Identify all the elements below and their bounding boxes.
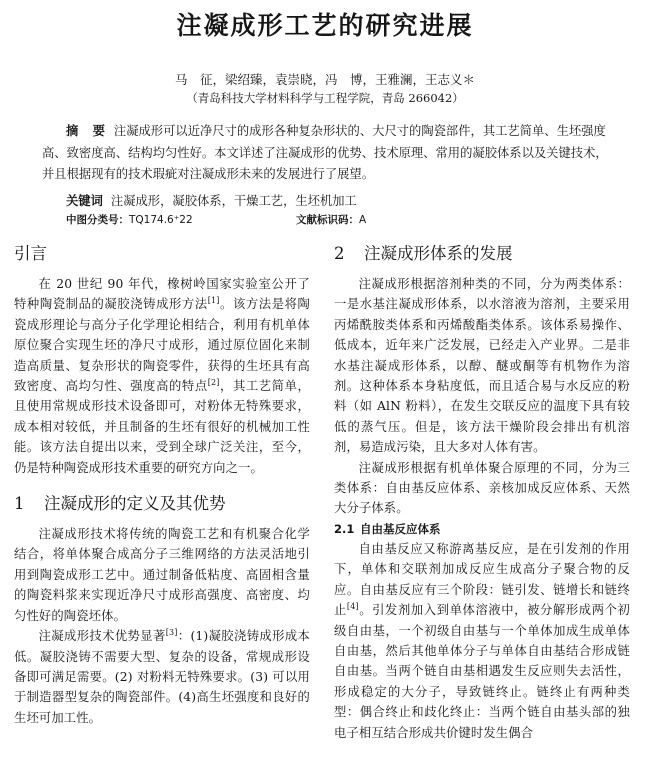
doc-code-label: 文献标识码：: [296, 214, 359, 226]
abstract-text: 注凝成形可以近净尺寸的成形各种复杂形状的、大尺寸的陶瓷部件，其工艺简单、生坯强度高、致密度高、结构均匀性好。本文详述了注凝成形的优势、技术原理、常用的凝胶体系以及关键技术，并且根据现有的技术瑕疵对注凝成形未来的发展进行了展望。: [42, 124, 608, 181]
section-title: 注凝成形体系的发展: [364, 244, 513, 263]
intro-paragraph: [14, 274, 310, 478]
page-title: 注凝成形工艺的研究进展: [176, 11, 474, 40]
subsection-title: 自由基反应体系: [360, 521, 441, 536]
section-2-paragraph-1: 注凝成形根据溶剂种类的不同，分为两类体系：一是水基注凝成形体系，以水溶液为溶剂，主要采用丙烯酰胺类体系和丙烯酸酯类体系。该体系易操作、低成本，近年来广泛发展，已经走入产业界。二是非水基注凝成形体系，以醇、醚或酮等有机物作为溶剂。这种体系本身粘度低，而且适合易与水反应的粉料（如 AlN 粉料），在发生交联反应的温度下具有较低的蒸气压。但是，该方法干燥阶段会排出有机溶剂，易造成污染，且大多对人体有害。: [334, 277, 630, 455]
citation: [3]: [165, 628, 178, 637]
classification-label: 中图分类号：: [66, 214, 129, 226]
citation: [2]: [207, 377, 220, 387]
intro-heading: 引言: [14, 244, 47, 263]
section-1-paragraph-2: [14, 626, 310, 728]
section-number: 2: [334, 244, 345, 263]
keywords: [66, 191, 606, 209]
abstract-label: 摘 要: [66, 124, 106, 138]
classification-value: TQ174.6⁺22: [129, 214, 193, 226]
sec2-1-text-2: 。引发剂加入到单体溶液中，被分解形成两个初级自由基，一个初级自由基与一个单体加成生成单体自由基，然后其他单体分子与单体自由基结合形成链自由基。当两个链自由基相遇发生反应则失去活性，形成稳定的大分子，导致链终止。链终止有两种类型：偶合终止和歧化终止：当两个链自由基头部的独电子相互结合形成共价键时发生偶合: [334, 603, 630, 740]
section-2-heading: [334, 242, 630, 266]
section-1-paragraph-1: 注凝成形技术将传统的陶瓷工艺和有机聚合化学结合，将单体聚合成高分子三维网络的方法灵活地引用到陶瓷成形工艺中。通过制备低粘度、高固相含量的陶瓷料浆来实现近净尺寸成形高强度、高密度、均匀性好的陶瓷坯体。: [14, 527, 310, 623]
section-2-1-heading: [334, 519, 630, 539]
document-code: [296, 212, 366, 227]
section-2-paragraph-2: 注凝成形根据有机单体聚合原理的不同，分为三类体系：自由基反应体系、亲核加成反应体系、天然大分子体系。: [334, 460, 630, 516]
section-2-1-paragraph: [334, 539, 630, 743]
classification-number: [66, 212, 193, 227]
keywords-text: 注凝成形，凝胶体系，干燥工艺，生坯机加工: [110, 194, 357, 208]
right-column: [334, 242, 630, 743]
intro-text-1: 在 20 世纪 90 年代，橡树岭国家实验室公开了特种陶瓷制品的凝胶浇铸成形方法: [14, 277, 310, 312]
intro-text-2: 。该方法是将陶瓷成形理论与高分子化学理论相结合，利用有机单体原位聚合实现生坯的净尺寸成形，通过原位固化来制造高质量、复杂形状的陶瓷零件，获得的生坯具有高致密度、高均匀性、强度高的特点: [14, 297, 310, 394]
affiliation: （青岛科技大学材料科学与工程学院，青岛 266042）: [186, 91, 464, 105]
citation: [4]: [346, 602, 359, 611]
sec1-text-1: 注凝成形技术优势显著: [38, 629, 166, 644]
author-list: 马 征，梁绍臻，袁崇晓，冯 博，王雅澜，王志义＊: [174, 72, 475, 87]
section-number: 1: [14, 494, 25, 514]
doc-code-value: A: [359, 214, 367, 226]
keywords-label: 关键词: [66, 194, 103, 208]
citation: [1]: [207, 296, 220, 306]
sec2-1-text-1: 自由基反应又称游离基反应，是在引发剂的作用下，单体和交联剂加成反应生成高分子聚合物的反应。自由基反应有三个阶段：链引发、链增长和链终止: [334, 541, 630, 618]
section-title: 注凝成形的定义及其优势: [44, 494, 226, 514]
intro-text-3: ，其工艺简单，且使用常规成形技术设备即可，对粉体无特殊要求，成本相对较低，并且制备的生坯有很好的机械加工性能。该方法自提出以来，受到全球广泛关注，至今，仍是特种陶瓷成形技术重要的研究方向之一。: [14, 379, 310, 475]
subsection-number: 2.1: [334, 521, 355, 536]
left-column: [14, 242, 310, 728]
section-1-heading: [14, 492, 310, 516]
abstract: [42, 121, 610, 186]
sec1-text-2: ：(1)凝胶浇铸成形成本低。凝胶浇铸不需要大型、复杂的设备，常规成形设备即可满足需要。(2) 对粉料无特殊要求。(3) 可以用于制造器型复杂的陶瓷部件。(4)高生坯强度和良好的生坯可加工性。: [14, 629, 310, 725]
